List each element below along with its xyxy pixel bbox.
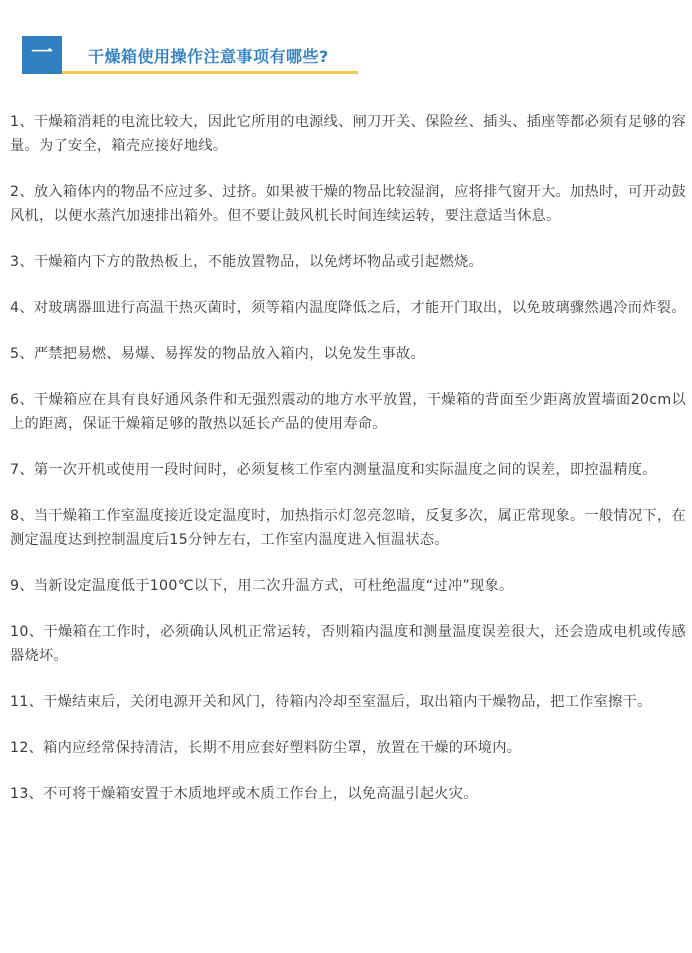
- list-item: 11、干燥结束后，关闭电源开关和风门，待箱内冷却至室温后，取出箱内干燥物品，把工作室擦干。: [10, 694, 652, 710]
- list-item: 2、放入箱体内的物品不应过多、过挤。如果被干燥的物品比较湿润，应将排气窗开大。加热时，可开动鼓风机，以便水蒸汽加速排出箱外。但不要让鼓风机长时间连续运转，要注意适当休息。: [10, 184, 686, 224]
- list-item: 4、对玻璃器皿进行高温干热灭菌时，须等箱内温度降低之后，才能开门取出，以免玻璃骤然遇冷而炸裂。: [10, 300, 686, 316]
- section-number-badge: 一: [22, 36, 62, 74]
- list-item: 12、箱内应经常保持清洁，长期不用应套好塑料防尘罩，放置在干燥的环境内。: [10, 740, 522, 756]
- list-item: 9、当新设定温度低于100℃以下，用二次升温方式，可杜绝温度“过冲”现象。: [10, 578, 514, 594]
- title-underline: [62, 71, 358, 74]
- list-item: 1、干燥箱消耗的电流比较大，因此它所用的电源线、闸刀开关、保险丝、插头、插座等都必须有足够的容量。为了安全，箱壳应接好地线。: [10, 114, 686, 154]
- list-item: 7、第一次开机或使用一段时间时，必须复核工作室内测量温度和实际温度之间的误差，即控温精度。: [10, 462, 657, 478]
- list-item: 8、当干燥箱工作室温度接近设定温度时，加热指示灯忽亮忽暗，反复多次，属正常现象。一般情况下，在测定温度达到控制温度后15分钟左右，工作室内温度进入恒温状态。: [10, 508, 686, 548]
- list-item: 10、干燥箱在工作时，必须确认风机正常运转，否则箱内温度和测量温度误差很大，还会造成电机或传感器烧坏。: [10, 624, 686, 664]
- article-body: [10, 110, 686, 828]
- list-item: 13、不可将干燥箱安置于木质地坪或木质工作台上，以免高温引起火灾。: [10, 786, 478, 802]
- list-item: 3、干燥箱内下方的散热板上，不能放置物品，以免烤坏物品或引起燃烧。: [10, 254, 483, 270]
- section-header: [22, 30, 362, 74]
- section-title: 干燥箱使用操作注意事项有哪些?: [88, 47, 329, 66]
- list-item: 6、干燥箱应在具有良好通风条件和无强烈震动的地方水平放置，干燥箱的背面至少距离放置墙面20cm以上的距离，保证干燥箱足够的散热以延长产品的使用寿命。: [10, 392, 686, 432]
- list-item: 5、严禁把易燃、易爆、易挥发的物品放入箱内，以免发生事故。: [10, 346, 425, 362]
